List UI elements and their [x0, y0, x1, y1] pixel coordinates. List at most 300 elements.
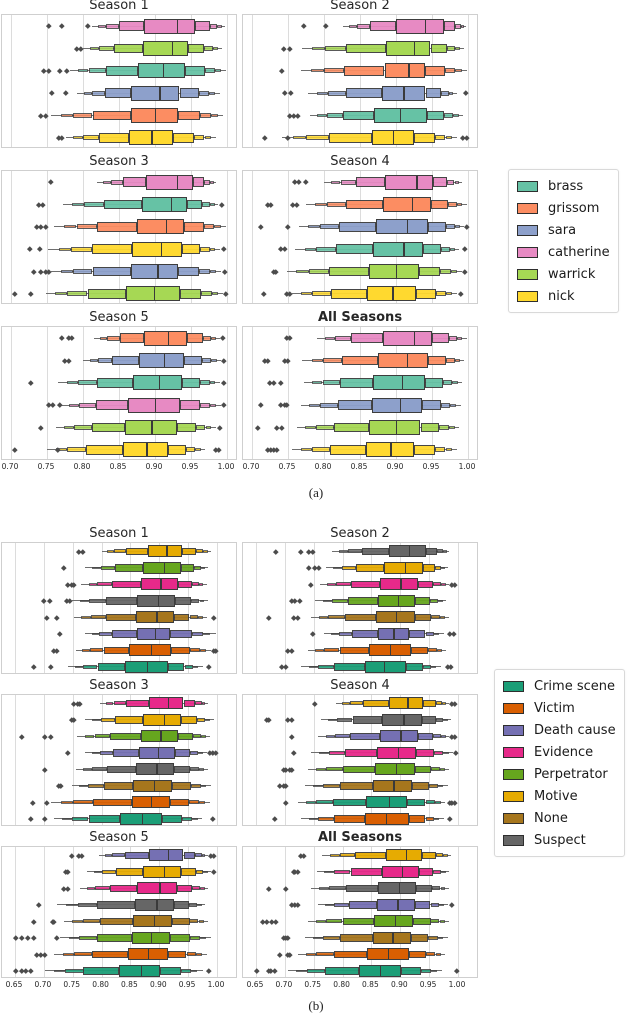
outlier-diamond	[285, 358, 290, 363]
tail-box	[210, 404, 216, 407]
median-line	[384, 662, 385, 672]
median-line	[389, 797, 390, 807]
level2-box	[187, 200, 202, 210]
tail-box	[200, 937, 206, 940]
level3-box	[426, 800, 436, 804]
level2-box	[353, 716, 382, 724]
level3-box	[83, 919, 100, 923]
x-tick-label: 0.85	[121, 980, 138, 989]
level2-box	[346, 885, 378, 893]
median-line	[402, 376, 403, 389]
tail-box	[92, 719, 101, 722]
level3-box	[329, 886, 346, 890]
outlier-diamond	[27, 247, 32, 252]
legend-swatch-grissom	[517, 203, 538, 214]
level2-box	[178, 267, 199, 277]
tail-box	[431, 666, 436, 669]
x-tick-label: 0.80	[333, 980, 350, 989]
level2-box	[411, 934, 429, 942]
level3-box	[443, 380, 452, 385]
level3-box	[324, 648, 339, 652]
subplot-title: Season 1	[89, 526, 149, 541]
gridline	[256, 847, 257, 977]
tail-box	[195, 448, 201, 451]
level3-box	[195, 701, 201, 705]
median-line	[155, 109, 156, 122]
outlier-diamond	[54, 935, 59, 940]
central-box	[382, 866, 419, 878]
level3-box	[186, 447, 195, 452]
outlier-diamond	[262, 135, 267, 140]
tail-box	[90, 359, 98, 362]
level2-box	[345, 614, 376, 622]
level2-box	[423, 564, 435, 572]
median-line	[399, 883, 400, 893]
gridline	[191, 15, 192, 147]
legend-item	[503, 829, 616, 851]
central-box	[141, 730, 178, 742]
legend-label: Death cause	[534, 722, 616, 738]
level3-box	[447, 180, 454, 185]
outlier-diamond	[62, 565, 67, 570]
level3-box	[190, 767, 199, 771]
subplot-title: Season 4	[330, 678, 390, 693]
level2-box	[401, 967, 420, 975]
outlier-diamond	[37, 902, 42, 907]
outlier-diamond	[40, 202, 45, 207]
outlier-diamond	[272, 816, 277, 821]
level2-box	[107, 766, 136, 774]
x-tick-label: 0.70	[275, 980, 293, 989]
level2-box	[116, 868, 143, 876]
outlier-diamond	[453, 800, 458, 805]
legend-item	[503, 785, 616, 807]
level3-box	[189, 800, 199, 804]
subplot-all-seasons	[242, 326, 478, 460]
outlier-diamond	[71, 717, 76, 722]
level3-box	[191, 784, 201, 788]
legend-label: Suspect	[534, 832, 586, 848]
level2-box	[415, 597, 430, 605]
tail-box	[330, 854, 340, 857]
level3-box	[423, 665, 432, 669]
level2-box	[168, 663, 185, 671]
level3-box	[455, 24, 461, 29]
outlier-diamond	[450, 902, 455, 907]
level3-box	[210, 24, 218, 29]
tail-box	[69, 404, 79, 407]
gridline	[44, 695, 45, 825]
tail-box	[200, 600, 205, 603]
tail-box	[193, 666, 198, 669]
gridline	[155, 327, 156, 459]
tail-box	[75, 666, 84, 669]
median-line	[157, 265, 158, 278]
level2-box	[370, 21, 396, 31]
tail-box	[79, 785, 88, 788]
outlier-diamond	[266, 615, 271, 620]
level3-box	[187, 952, 197, 956]
outlier-diamond	[63, 91, 68, 96]
central-box	[131, 86, 179, 101]
tail-box	[436, 953, 442, 956]
level3-box	[428, 936, 437, 940]
central-box	[380, 578, 418, 590]
caption-a: (a)	[308, 485, 324, 500]
level3-box	[430, 919, 439, 923]
level2-box	[115, 716, 143, 724]
level3-box	[435, 447, 446, 452]
tail-box	[103, 181, 110, 184]
tail-box	[325, 337, 335, 340]
median-line	[402, 867, 403, 877]
tail-box	[319, 752, 329, 755]
tail-box	[62, 818, 72, 821]
level3-box	[196, 425, 206, 430]
level3-box	[205, 68, 215, 73]
level3-box	[99, 46, 114, 51]
gridline	[83, 327, 84, 459]
level3-box	[106, 24, 119, 29]
gridline	[191, 327, 192, 459]
level2-box	[414, 133, 435, 143]
level2-box	[334, 815, 365, 823]
outlier-diamond	[255, 425, 260, 430]
level3-box	[324, 68, 345, 73]
outlier-diamond	[212, 853, 217, 858]
tail-box	[84, 92, 92, 95]
level2-box	[173, 133, 194, 143]
level2-box	[184, 700, 196, 708]
outlier-diamond	[12, 291, 17, 296]
tail-box	[105, 854, 113, 857]
tail-box	[323, 600, 333, 603]
central-box	[369, 420, 421, 435]
outlier-diamond	[41, 68, 46, 73]
level3-box	[316, 247, 335, 252]
level3-box	[431, 615, 440, 619]
outlier-diamond	[222, 358, 227, 363]
outlier-diamond	[42, 952, 47, 957]
tail-box	[437, 649, 442, 652]
tail-box	[210, 270, 217, 273]
median-line	[164, 867, 165, 877]
outlier-diamond	[59, 336, 64, 341]
gridline	[47, 327, 48, 459]
gridline	[324, 327, 325, 459]
tail-box	[78, 69, 88, 72]
tail-box	[205, 719, 210, 722]
central-box	[142, 197, 187, 212]
level3-box	[326, 919, 343, 923]
level3-box	[67, 447, 86, 452]
tail-box	[210, 203, 215, 206]
level3-box	[202, 202, 210, 207]
legend-item	[503, 741, 616, 763]
central-box	[132, 242, 182, 257]
outlier-diamond	[65, 68, 70, 73]
level2-box	[104, 782, 134, 790]
tail-box	[80, 600, 90, 603]
tail-box	[331, 633, 339, 636]
median-line	[159, 376, 160, 389]
legend-swatch-none	[503, 813, 524, 824]
median-line	[414, 42, 415, 55]
outlier-diamond	[37, 247, 42, 252]
median-line	[154, 287, 155, 300]
tail-box	[199, 583, 203, 586]
level3-box	[334, 870, 350, 874]
tail-box	[82, 649, 90, 652]
median-line	[396, 764, 397, 774]
tail-box	[89, 583, 98, 586]
legend-swatch-catherine	[517, 247, 538, 258]
median-line	[158, 596, 159, 606]
level3-box	[200, 247, 209, 252]
outlier-diamond	[449, 664, 454, 669]
gridline	[458, 847, 459, 977]
level2-box	[184, 222, 204, 232]
level2-box	[333, 799, 366, 807]
gridline	[429, 695, 430, 825]
tail-box	[201, 785, 207, 788]
level3-box	[433, 870, 441, 874]
level2-box	[362, 548, 389, 556]
level2-box	[193, 177, 204, 187]
level2-box	[83, 967, 119, 975]
legend-item	[517, 175, 610, 197]
level2-box	[421, 423, 440, 433]
tail-box	[59, 248, 72, 251]
gridline	[15, 543, 16, 673]
level2-box	[182, 548, 196, 556]
level2-box	[110, 733, 141, 741]
subplot-season-5	[1, 846, 237, 978]
gridline	[288, 15, 289, 147]
central-box	[137, 219, 184, 234]
subplot-title: All Seasons	[317, 310, 403, 325]
central-box	[373, 780, 412, 792]
subplot-title: Season 2	[330, 526, 390, 541]
tail-box	[94, 871, 102, 874]
outlier-diamond	[283, 664, 288, 669]
level3-box	[435, 135, 446, 140]
level3-box	[72, 817, 88, 821]
legend-swatch-death-cause	[503, 725, 524, 736]
level2-box	[355, 852, 386, 860]
level3-box	[335, 734, 350, 738]
outlier-diamond	[289, 648, 294, 653]
legend-b	[494, 669, 625, 857]
tail-box	[439, 904, 444, 907]
gridline	[429, 847, 430, 977]
gridline	[44, 543, 45, 673]
legend-swatch-evidence	[503, 747, 524, 758]
level3-box	[332, 599, 348, 603]
subplot-title: Season 3	[89, 678, 149, 693]
tail-box	[215, 69, 221, 72]
median-line	[397, 900, 398, 910]
level2-box	[407, 799, 425, 807]
central-box	[139, 353, 184, 368]
level2-box	[188, 44, 204, 54]
median-line	[393, 629, 394, 639]
level2-box	[431, 200, 448, 210]
x-tick-label: 0.95	[422, 462, 440, 471]
outlier-diamond	[25, 935, 30, 940]
outlier-diamond	[288, 91, 293, 96]
outlier-diamond	[316, 565, 321, 570]
tail-box	[200, 887, 205, 890]
level2-box	[112, 630, 137, 638]
legend-label: catherine	[548, 244, 610, 260]
subplot-title: All Seasons	[317, 830, 403, 845]
legend-label: grissom	[548, 200, 600, 216]
level3-box	[426, 817, 435, 821]
level3-box	[448, 202, 457, 207]
median-line	[172, 42, 173, 55]
tail-box	[324, 871, 334, 874]
tail-box	[441, 871, 446, 874]
outlier-diamond	[39, 425, 44, 430]
central-box	[383, 197, 431, 212]
level3-box	[316, 800, 333, 804]
level2-box	[411, 647, 428, 655]
median-line	[405, 563, 406, 573]
level2-box	[98, 663, 125, 671]
median-line	[171, 198, 172, 211]
tail-box	[214, 225, 220, 228]
level3-box	[89, 68, 106, 73]
level3-box	[336, 582, 351, 586]
level2-box	[342, 356, 378, 366]
gridline	[432, 171, 433, 303]
tail-box	[455, 69, 461, 72]
central-box	[143, 714, 181, 726]
gridline	[227, 171, 228, 303]
level3-box	[323, 380, 340, 385]
level2-box	[104, 200, 142, 210]
tail-box	[100, 337, 108, 340]
outlier-diamond	[44, 615, 49, 620]
level2-box	[93, 267, 131, 277]
level2-box	[427, 111, 444, 121]
outlier-diamond	[281, 46, 286, 51]
level3-box	[71, 247, 92, 252]
tail-box	[443, 550, 447, 553]
level2-box	[88, 289, 127, 299]
level3-box	[101, 566, 115, 570]
level2-box	[346, 200, 383, 210]
level3-box	[436, 701, 443, 705]
level2-box	[112, 356, 139, 366]
outlier-diamond	[285, 224, 290, 229]
tail-box	[452, 381, 458, 384]
tail-box	[434, 633, 439, 636]
level2-box	[97, 934, 131, 942]
outlier-diamond	[66, 886, 71, 891]
level3-box	[194, 135, 205, 140]
tail-box	[315, 203, 327, 206]
level2-box	[428, 222, 445, 232]
subplot-season-2	[242, 542, 478, 674]
x-tick-label: 0.95	[178, 980, 196, 989]
gridline	[458, 695, 459, 825]
level3-box	[421, 969, 431, 973]
level3-box	[189, 903, 197, 907]
level2-box	[126, 548, 148, 556]
legend-item	[503, 675, 616, 697]
level2-box	[409, 630, 426, 638]
level2-box	[334, 423, 369, 433]
central-box	[136, 611, 174, 623]
level2-box	[416, 749, 434, 757]
x-tick-label: 0.75	[304, 980, 322, 989]
level2-box	[418, 581, 433, 589]
tail-box	[453, 114, 458, 117]
level3-box	[357, 24, 370, 29]
tail-box	[55, 292, 67, 295]
median-line	[166, 546, 167, 556]
level2-box	[100, 918, 133, 926]
median-line	[159, 883, 160, 893]
gridline	[458, 543, 459, 673]
gridline	[119, 15, 120, 147]
level3-box	[92, 91, 106, 96]
level2-box	[168, 951, 187, 959]
median-line	[396, 265, 397, 278]
outlier-diamond	[31, 269, 36, 274]
tail-box	[305, 426, 316, 429]
median-line	[409, 546, 410, 556]
median-line	[403, 715, 404, 725]
subplot-season-3	[1, 694, 237, 826]
gridline	[83, 171, 84, 303]
gridline	[396, 15, 397, 147]
level2-box	[419, 267, 440, 277]
gridline	[102, 543, 103, 673]
central-box	[378, 882, 416, 894]
level3-box	[350, 701, 363, 705]
median-line	[161, 243, 162, 256]
outlier-diamond	[275, 447, 280, 452]
outlier-diamond	[451, 631, 456, 636]
level3-box	[449, 336, 458, 341]
tail-box	[92, 567, 101, 570]
level3-box	[309, 269, 330, 274]
level2-box	[120, 333, 144, 343]
outlier-diamond	[57, 403, 62, 408]
legend-swatch-victim	[503, 703, 524, 714]
central-box	[146, 175, 193, 190]
legend-label: Perpetrator	[534, 766, 608, 782]
level3-box	[99, 632, 112, 636]
outlier-diamond	[289, 734, 294, 739]
median-line	[151, 797, 152, 807]
tail-box	[309, 818, 319, 821]
central-box	[378, 595, 415, 607]
level3-box	[342, 566, 356, 570]
level3-box	[441, 91, 449, 96]
x-tick-label: 1.00	[217, 462, 235, 471]
x-tick-label: 0.85	[109, 462, 127, 471]
outlier-diamond	[48, 734, 53, 739]
level3-box	[190, 615, 198, 619]
outlier-diamond	[297, 598, 302, 603]
legend-swatch-sara	[517, 225, 538, 236]
level2-box	[415, 901, 431, 909]
level3-box	[190, 936, 200, 940]
